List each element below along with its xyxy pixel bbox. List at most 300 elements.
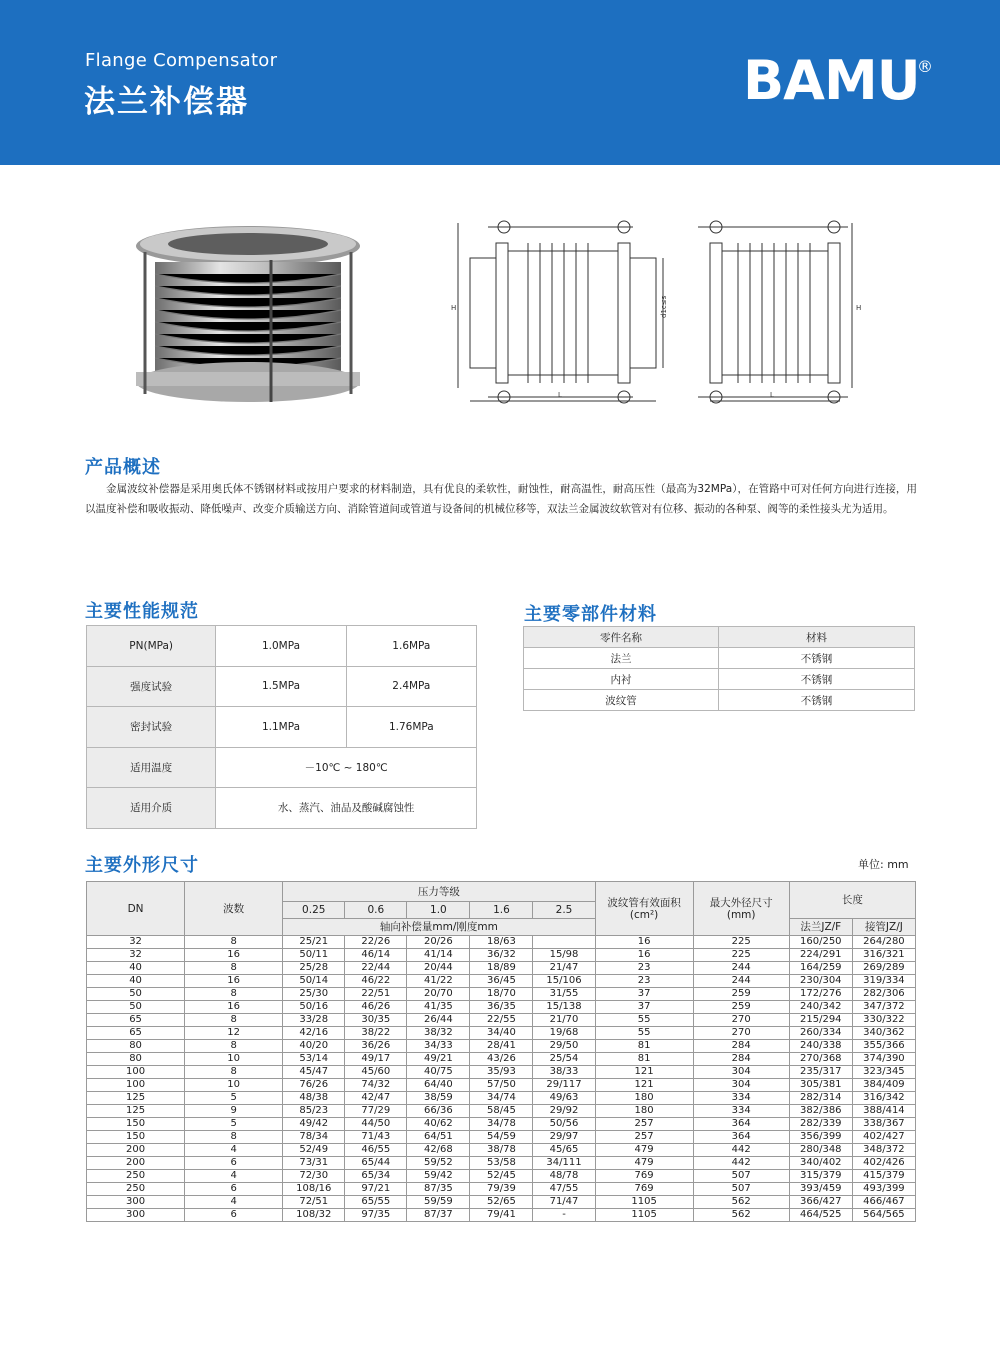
- perf-value: 1.76MPa: [346, 707, 476, 748]
- cell-grade-10: 40/75: [407, 1066, 470, 1079]
- cell-length-pipe: 564/565: [852, 1209, 915, 1222]
- cell-grade-06: 74/32: [345, 1079, 407, 1092]
- col-header-pressure: 压力等级: [283, 882, 595, 902]
- cell-grade-25: 29/117: [533, 1079, 595, 1092]
- cell-max-diameter: 364: [693, 1131, 789, 1144]
- cell-length-pipe: 319/334: [852, 975, 915, 988]
- cell-length-pipe: 269/289: [852, 962, 915, 975]
- cell-length-pipe: 402/427: [852, 1131, 915, 1144]
- cell-max-diameter: 562: [693, 1209, 789, 1222]
- table-row: [87, 1196, 916, 1209]
- cell-area: 55: [595, 1027, 693, 1040]
- cell-length-pipe: 340/362: [852, 1027, 915, 1040]
- cell-grade-25: 25/54: [533, 1053, 595, 1066]
- cell-grade-025: 52/49: [283, 1144, 345, 1157]
- cell-grade-25: 15/98: [533, 949, 595, 962]
- cell-length-flange: 315/379: [789, 1170, 852, 1183]
- cell-waves: 10: [185, 1053, 283, 1066]
- grade-header: 0.25: [283, 902, 345, 919]
- cell-grade-025: 78/34: [283, 1131, 345, 1144]
- cell-grade-025: 50/11: [283, 949, 345, 962]
- cell-grade-06: 97/21: [345, 1183, 407, 1196]
- table-row: [87, 1170, 916, 1183]
- cell-area: 180: [595, 1105, 693, 1118]
- cell-length-pipe: 493/399: [852, 1183, 915, 1196]
- cell-grade-10: 64/51: [407, 1131, 470, 1144]
- cell-length-pipe: 402/426: [852, 1157, 915, 1170]
- cell-max-diameter: 334: [693, 1105, 789, 1118]
- col-header-length: 长度: [789, 882, 915, 919]
- cell-length-pipe: 264/280: [852, 936, 915, 949]
- part-name: 波纹管: [524, 690, 719, 711]
- cell-dn: 200: [87, 1144, 185, 1157]
- cell-max-diameter: 244: [693, 975, 789, 988]
- cell-waves: 5: [185, 1118, 283, 1131]
- unit-label: 单位: mm: [858, 858, 909, 871]
- cell-length-pipe: 388/414: [852, 1105, 915, 1118]
- grade-header: 2.5: [533, 902, 595, 919]
- cell-waves: 8: [185, 1131, 283, 1144]
- cell-grade-16: 36/35: [470, 1001, 533, 1014]
- cell-grade-06: 46/55: [345, 1144, 407, 1157]
- cell-dn: 50: [87, 1001, 185, 1014]
- cell-grade-025: 42/16: [283, 1027, 345, 1040]
- cell-max-diameter: 442: [693, 1144, 789, 1157]
- grade-header: 1.6: [470, 902, 533, 919]
- cell-max-diameter: 284: [693, 1040, 789, 1053]
- label-h-right: H: [856, 304, 862, 312]
- perf-label: 密封试验: [87, 707, 216, 748]
- cell-grade-06: 65/55: [345, 1196, 407, 1209]
- cell-grade-25: 49/63: [533, 1092, 595, 1105]
- cell-area: 23: [595, 962, 693, 975]
- cell-max-diameter: 507: [693, 1170, 789, 1183]
- performance-table: [86, 625, 477, 829]
- table-row: [87, 949, 916, 962]
- cell-length-pipe: 316/321: [852, 949, 915, 962]
- perf-label: 适用温度: [87, 747, 216, 788]
- table-row: [524, 669, 915, 690]
- grade-header: 0.6: [345, 902, 407, 919]
- cell-grade-025: 72/30: [283, 1170, 345, 1183]
- grade-header: 1.0: [407, 902, 470, 919]
- cell-length-flange: 366/427: [789, 1196, 852, 1209]
- cell-grade-25: 15/138: [533, 1001, 595, 1014]
- cell-grade-25: 19/68: [533, 1027, 595, 1040]
- cell-grade-10: 64/40: [407, 1079, 470, 1092]
- cell-grade-025: 25/28: [283, 962, 345, 975]
- cell-grade-025: 33/28: [283, 1014, 345, 1027]
- maxdia-label: 最大外径尺寸: [709, 896, 773, 909]
- cell-grade-16: 34/74: [470, 1092, 533, 1105]
- cell-waves: 8: [185, 1014, 283, 1027]
- cell-area: 121: [595, 1079, 693, 1092]
- cell-dn: 200: [87, 1157, 185, 1170]
- cell-grade-25: 29/97: [533, 1131, 595, 1144]
- overview-title: 产品概述: [85, 457, 161, 478]
- part-name: 法兰: [524, 648, 719, 669]
- cell-length-flange: 240/338: [789, 1040, 852, 1053]
- table-row: [87, 988, 916, 1001]
- cell-grade-06: 46/14: [345, 949, 407, 962]
- cell-dn: 40: [87, 962, 185, 975]
- cell-waves: 16: [185, 1001, 283, 1014]
- cell-grade-10: 41/35: [407, 1001, 470, 1014]
- cell-area: 37: [595, 1001, 693, 1014]
- part-name: 内衬: [524, 669, 719, 690]
- cell-grade-25: 29/92: [533, 1105, 595, 1118]
- cell-grade-06: 45/60: [345, 1066, 407, 1079]
- header-banner: [0, 0, 1000, 165]
- cell-max-diameter: 225: [693, 936, 789, 949]
- table-row: [87, 962, 916, 975]
- cell-length-flange: 270/368: [789, 1053, 852, 1066]
- table-row: [87, 1053, 916, 1066]
- cell-length-pipe: 316/342: [852, 1092, 915, 1105]
- brand-logo: BAMU: [743, 49, 920, 112]
- cell-grade-10: 49/21: [407, 1053, 470, 1066]
- table-row: [87, 1027, 916, 1040]
- cell-max-diameter: 562: [693, 1196, 789, 1209]
- cell-grade-06: 22/26: [345, 936, 407, 949]
- perf-value: 1.1MPa: [216, 707, 346, 748]
- cell-area: 479: [595, 1157, 693, 1170]
- cell-waves: 6: [185, 1183, 283, 1196]
- cell-length-pipe: 466/467: [852, 1196, 915, 1209]
- dimensions-table: [86, 881, 916, 1222]
- cell-length-pipe: 347/372: [852, 1001, 915, 1014]
- cell-dn: 65: [87, 1027, 185, 1040]
- cell-max-diameter: 259: [693, 1001, 789, 1014]
- table-row: [87, 1118, 916, 1131]
- cell-grade-10: 26/44: [407, 1014, 470, 1027]
- cell-length-flange: 215/294: [789, 1014, 852, 1027]
- cell-area: 16: [595, 949, 693, 962]
- cell-waves: 5: [185, 1092, 283, 1105]
- cell-grade-10: 87/37: [407, 1209, 470, 1222]
- cell-length-flange: 235/317: [789, 1066, 852, 1079]
- cell-length-flange: 382/386: [789, 1105, 852, 1118]
- cell-grade-16: 53/58: [470, 1157, 533, 1170]
- cell-grade-16: 54/59: [470, 1131, 533, 1144]
- cell-grade-25: 47/55: [533, 1183, 595, 1196]
- cell-max-diameter: 270: [693, 1027, 789, 1040]
- perf-value: 1.6MPa: [346, 626, 476, 667]
- cell-dn: 250: [87, 1183, 185, 1196]
- col-header: 零件名称: [524, 627, 719, 648]
- cell-waves: 12: [185, 1027, 283, 1040]
- table-row: [87, 1209, 916, 1222]
- cell-grade-06: 71/43: [345, 1131, 407, 1144]
- cell-grade-06: 65/34: [345, 1170, 407, 1183]
- registered-mark: ®: [917, 57, 933, 76]
- table-row: [524, 648, 915, 669]
- table-row: [87, 1079, 916, 1092]
- cell-grade-16: 52/45: [470, 1170, 533, 1183]
- cell-grade-025: 108/32: [283, 1209, 345, 1222]
- cell-dn: 32: [87, 949, 185, 962]
- cell-grade-16: 18/63: [470, 936, 533, 949]
- table-row: [87, 1105, 916, 1118]
- cell-waves: 16: [185, 949, 283, 962]
- table-row: [87, 1144, 916, 1157]
- cell-max-diameter: 270: [693, 1014, 789, 1027]
- cell-length-pipe: 374/390: [852, 1053, 915, 1066]
- table-row: [87, 975, 916, 988]
- cell-length-flange: 224/291: [789, 949, 852, 962]
- cell-grade-25: 48/78: [533, 1170, 595, 1183]
- cell-length-pipe: 330/322: [852, 1014, 915, 1027]
- cell-grade-25: 71/47: [533, 1196, 595, 1209]
- cell-grade-16: 36/32: [470, 949, 533, 962]
- materials-title: 主要零部件材料: [524, 604, 657, 625]
- materials-table: [523, 626, 915, 711]
- cell-grade-25: 29/50: [533, 1040, 595, 1053]
- table-row: [87, 1157, 916, 1170]
- overview-text: 金属波纹补偿器是采用奥氏体不锈钢材料或按用户要求的材料制造，具有优良的柔软性，耐蚀性，耐高温性，耐高压性（最高为32MPa），在管路中可对任何方向进行连接，用以温度补偿和吸收振动、降低噪声、改变介质输送方向、消除管道间或管道与设备间的机械位移等，双法兰金属波纹软管对有位移、振动的各种泵、阀等的柔性接头尤为适用。: [85, 483, 917, 515]
- cell-dn: 100: [87, 1079, 185, 1092]
- cell-area: 37: [595, 988, 693, 1001]
- title-english: Flange Compensator: [85, 50, 278, 71]
- table-row: [87, 666, 477, 707]
- cell-length-flange: 305/381: [789, 1079, 852, 1092]
- cell-dn: 125: [87, 1105, 185, 1118]
- cell-dn: 125: [87, 1092, 185, 1105]
- perf-label: 强度试验: [87, 666, 216, 707]
- table-row: [87, 1040, 916, 1053]
- cell-grade-16: 34/78: [470, 1118, 533, 1131]
- cell-grade-25: 31/55: [533, 988, 595, 1001]
- cell-grade-025: 25/21: [283, 936, 345, 949]
- cell-length-flange: 164/259: [789, 962, 852, 975]
- cell-grade-025: 50/16: [283, 1001, 345, 1014]
- cell-length-flange: 340/402: [789, 1157, 852, 1170]
- cell-area: 479: [595, 1144, 693, 1157]
- label-l-left: L: [558, 391, 562, 399]
- cell-area: 55: [595, 1014, 693, 1027]
- cell-max-diameter: 334: [693, 1092, 789, 1105]
- cell-max-diameter: 442: [693, 1157, 789, 1170]
- cell-area: 121: [595, 1066, 693, 1079]
- maxdia-unit: (mm): [726, 908, 756, 921]
- dimensions-title: 主要外形尺寸: [85, 855, 199, 876]
- col-header-maxdia: [693, 882, 789, 936]
- cell-length-flange: 240/342: [789, 1001, 852, 1014]
- area-label: 波纹管有效面积: [607, 896, 681, 909]
- cell-dn: 40: [87, 975, 185, 988]
- col-header-axial: 轴向补偿量mm/刚度mm: [283, 919, 595, 936]
- cell-max-diameter: 225: [693, 949, 789, 962]
- cell-grade-025: 85/23: [283, 1105, 345, 1118]
- cell-grade-025: 76/26: [283, 1079, 345, 1092]
- cell-grade-16: 58/45: [470, 1105, 533, 1118]
- cell-waves: 9: [185, 1105, 283, 1118]
- cell-length-flange: 230/304: [789, 975, 852, 988]
- table-row: [524, 690, 915, 711]
- technical-drawing: [448, 213, 868, 410]
- cell-grade-25: -: [533, 1209, 595, 1222]
- cell-max-diameter: 284: [693, 1053, 789, 1066]
- cell-grade-25: 21/70: [533, 1014, 595, 1027]
- cell-grade-16: 38/78: [470, 1144, 533, 1157]
- col-header-dn: DN: [87, 882, 185, 936]
- cell-waves: 6: [185, 1157, 283, 1170]
- cell-area: 769: [595, 1170, 693, 1183]
- cell-grade-06: 38/22: [345, 1027, 407, 1040]
- cell-waves: 8: [185, 962, 283, 975]
- cell-grade-16: 79/41: [470, 1209, 533, 1222]
- cell-grade-16: 79/39: [470, 1183, 533, 1196]
- cell-grade-16: 43/26: [470, 1053, 533, 1066]
- col-header: 材料: [719, 627, 915, 648]
- cell-grade-06: 44/50: [345, 1118, 407, 1131]
- cell-grade-16: 18/89: [470, 962, 533, 975]
- cell-grade-025: 25/30: [283, 988, 345, 1001]
- cell-grade-025: 72/51: [283, 1196, 345, 1209]
- cell-grade-10: 38/59: [407, 1092, 470, 1105]
- table-row: [87, 936, 916, 949]
- cell-grade-25: 38/33: [533, 1066, 595, 1079]
- cell-grade-025: 53/14: [283, 1053, 345, 1066]
- cell-grade-25: 21/47: [533, 962, 595, 975]
- perf-label: 适用介质: [87, 788, 216, 829]
- cell-grade-025: 49/42: [283, 1118, 345, 1131]
- cell-waves: 4: [185, 1196, 283, 1209]
- cell-grade-10: 87/35: [407, 1183, 470, 1196]
- part-material: 不锈钢: [719, 669, 915, 690]
- cell-area: 16: [595, 936, 693, 949]
- cell-length-flange: 160/250: [789, 936, 852, 949]
- label-h-left: H: [451, 304, 457, 312]
- cell-waves: 16: [185, 975, 283, 988]
- cell-grade-06: 42/47: [345, 1092, 407, 1105]
- cell-length-pipe: 338/367: [852, 1118, 915, 1131]
- cell-grade-025: 48/38: [283, 1092, 345, 1105]
- part-material: 不锈钢: [719, 690, 915, 711]
- cell-dn: 100: [87, 1066, 185, 1079]
- cell-grade-25: 50/56: [533, 1118, 595, 1131]
- cell-grade-06: 65/44: [345, 1157, 407, 1170]
- product-photo: [133, 222, 363, 407]
- cell-grade-16: 18/70: [470, 988, 533, 1001]
- cell-grade-10: 59/42: [407, 1170, 470, 1183]
- title-chinese: 法兰补偿器: [84, 84, 249, 120]
- cell-grade-025: 50/14: [283, 975, 345, 988]
- perf-value: 1.0MPa: [216, 626, 346, 667]
- cell-length-pipe: 282/306: [852, 988, 915, 1001]
- table-row: [87, 626, 477, 667]
- perf-value: 1.5MPa: [216, 666, 346, 707]
- cell-area: 1105: [595, 1209, 693, 1222]
- table-header-row: [524, 627, 915, 648]
- cell-area: 257: [595, 1118, 693, 1131]
- cell-waves: 6: [185, 1209, 283, 1222]
- cell-grade-10: 59/52: [407, 1157, 470, 1170]
- cell-waves: 4: [185, 1144, 283, 1157]
- cell-grade-25: 45/65: [533, 1144, 595, 1157]
- cell-area: 257: [595, 1131, 693, 1144]
- cell-length-flange: 260/334: [789, 1027, 852, 1040]
- cell-grade-10: 59/59: [407, 1196, 470, 1209]
- perf-value: －10℃ ~ 180℃: [216, 747, 477, 788]
- cell-dn: 300: [87, 1209, 185, 1222]
- cell-grade-06: 77/29: [345, 1105, 407, 1118]
- part-material: 不锈钢: [719, 648, 915, 669]
- cell-length-pipe: 415/379: [852, 1170, 915, 1183]
- cell-area: 1105: [595, 1196, 693, 1209]
- table-row: [87, 1001, 916, 1014]
- cell-grade-025: 45/47: [283, 1066, 345, 1079]
- cell-max-diameter: 507: [693, 1183, 789, 1196]
- cell-area: 81: [595, 1053, 693, 1066]
- cell-grade-16: 28/41: [470, 1040, 533, 1053]
- cell-grade-25: [533, 936, 595, 949]
- cell-waves: 8: [185, 1066, 283, 1079]
- cell-dn: 80: [87, 1040, 185, 1053]
- area-unit: (cm²): [629, 908, 659, 921]
- cell-grade-16: 36/45: [470, 975, 533, 988]
- perf-label: PN(MPa): [87, 626, 216, 667]
- perf-value: 水、蒸汽、油品及酸碱腐蚀性: [216, 788, 477, 829]
- cell-waves: 4: [185, 1170, 283, 1183]
- cell-length-flange: 464/525: [789, 1209, 852, 1222]
- cell-grade-10: 34/33: [407, 1040, 470, 1053]
- cell-waves: 10: [185, 1079, 283, 1092]
- col-header-len-pipe: 接管JZ/J: [852, 919, 915, 936]
- cell-grade-25: 15/106: [533, 975, 595, 988]
- col-header-area: [595, 882, 693, 936]
- cell-grade-10: 20/70: [407, 988, 470, 1001]
- label-dn: d1c≤s: [660, 295, 668, 318]
- table-row: [87, 1014, 916, 1027]
- cell-grade-06: 22/44: [345, 962, 407, 975]
- cell-max-diameter: 304: [693, 1066, 789, 1079]
- table-row: [87, 1092, 916, 1105]
- cell-waves: 8: [185, 1040, 283, 1053]
- cell-length-flange: 282/339: [789, 1118, 852, 1131]
- cell-grade-10: 38/32: [407, 1027, 470, 1040]
- cell-dn: 250: [87, 1170, 185, 1183]
- cell-grade-16: 57/50: [470, 1079, 533, 1092]
- cell-grade-10: 20/26: [407, 936, 470, 949]
- cell-dn: 32: [87, 936, 185, 949]
- cell-grade-025: 40/20: [283, 1040, 345, 1053]
- cell-length-flange: 172/276: [789, 988, 852, 1001]
- cell-grade-16: 52/65: [470, 1196, 533, 1209]
- cell-waves: 8: [185, 988, 283, 1001]
- table-row: [87, 788, 477, 829]
- cell-max-diameter: 259: [693, 988, 789, 1001]
- col-header-waves: 波数: [185, 882, 283, 936]
- cell-grade-06: 49/17: [345, 1053, 407, 1066]
- cell-grade-06: 46/22: [345, 975, 407, 988]
- cell-area: 81: [595, 1040, 693, 1053]
- cell-dn: 65: [87, 1014, 185, 1027]
- cell-dn: 80: [87, 1053, 185, 1066]
- table-row: [87, 1183, 916, 1196]
- cell-length-flange: 282/314: [789, 1092, 852, 1105]
- cell-grade-025: 73/31: [283, 1157, 345, 1170]
- table-row: [87, 707, 477, 748]
- cell-grade-10: 20/44: [407, 962, 470, 975]
- cell-grade-16: 35/93: [470, 1066, 533, 1079]
- cell-length-flange: 356/399: [789, 1131, 852, 1144]
- cell-max-diameter: 304: [693, 1079, 789, 1092]
- cell-length-flange: 280/348: [789, 1144, 852, 1157]
- table-row: [87, 1131, 916, 1144]
- cell-dn: 300: [87, 1196, 185, 1209]
- cell-area: 769: [595, 1183, 693, 1196]
